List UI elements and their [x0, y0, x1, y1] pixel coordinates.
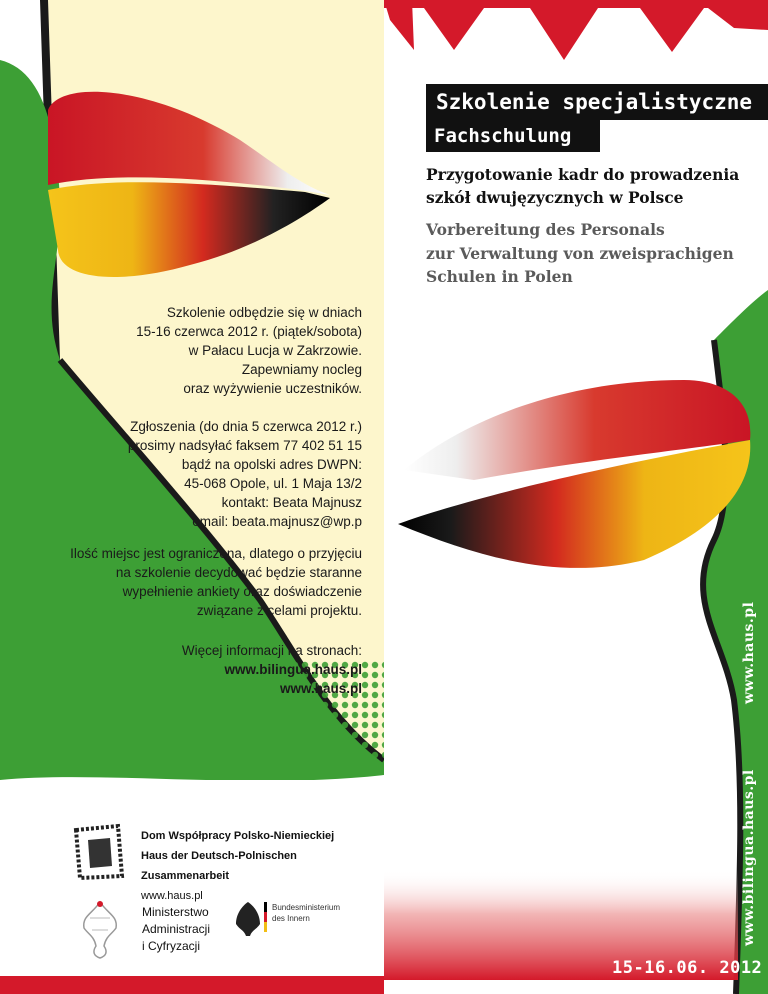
info-line: oraz wyżywienie uczestników.	[183, 381, 362, 396]
subtitle-line: Vorbereitung des Personals	[426, 220, 665, 239]
link-bilingua[interactable]: www.bilingua.haus.pl	[224, 662, 362, 677]
ministry-line: i Cyfryzacji	[142, 939, 201, 953]
haus-logo-text	[141, 826, 384, 906]
heading-de: Fachschulung	[434, 125, 572, 147]
info-line: na szkolenie decydować będzie staranne	[115, 565, 362, 580]
right-panel	[384, 0, 768, 994]
subtitle-line: zur Verwaltung von zweisprachigen	[426, 243, 734, 263]
info-line: wypełnienie ankiety oraz doświadczenie	[122, 584, 362, 599]
bmi-logo-text	[272, 902, 340, 924]
ministry-line: Ministerstwo	[142, 905, 209, 919]
info-block-registration	[42, 417, 362, 531]
info-line: związane z celami projektu.	[196, 603, 362, 618]
email-text: email: beata.majnusz@wp.p	[192, 514, 362, 529]
link-haus[interactable]: www.haus.pl	[279, 681, 362, 696]
info-block-links	[42, 641, 362, 698]
subtitle-de	[426, 218, 734, 289]
info-line: Zgłoszenia (do dnia 5 czerwca 2012 r.)	[130, 419, 362, 434]
title-bar-de	[426, 120, 600, 152]
subtitle-line: szkół dwujęzycznych w Polsce	[426, 188, 684, 207]
vertical-url-bilingua: www.bilingua.haus.pl	[741, 769, 757, 946]
subtitle-pl	[426, 163, 739, 209]
info-line: Ilość miejsc jest ograniczona, dlatego o przyjęciu	[70, 546, 362, 561]
haus-logo-image	[68, 820, 126, 880]
info-line: Szkolenie odbędzie się w dniach	[166, 305, 362, 320]
info-line: bądź na opolski adres DWPN:	[181, 457, 362, 472]
info-line: Zapewniamy nocleg	[241, 362, 362, 377]
more-info-label: Więcej informacji na stronach:	[181, 643, 362, 658]
title-bar-pl	[426, 84, 768, 120]
subtitle-line: Schulen in Polen	[426, 267, 573, 286]
info-line: kontakt: Beata Majnusz	[221, 495, 362, 510]
info-line: 15-16 czerwca 2012 r. (piątek/sobota)	[136, 324, 362, 339]
bmi-line: Bundesministerium	[272, 903, 341, 912]
subtitle-line: Przygotowanie kadr do prowadzenia	[426, 165, 740, 184]
info-block-limits	[12, 544, 362, 620]
haus-name-pl: Dom Współpracy Polsko-Niemieckiej	[141, 830, 335, 842]
event-date: 15-16.06. 2012	[612, 958, 763, 978]
ministry-line: Administracji	[142, 922, 211, 936]
bmi-line: des Innern	[272, 914, 310, 923]
heading-pl: Szkolenie specjalistyczne	[436, 90, 753, 114]
info-line: 45-068 Opole, ul. 1 Maja 13/2	[184, 476, 362, 491]
info-line: w Pałacu Lucja w Zakrzowie.	[188, 343, 362, 358]
haus-name-de: Haus der Deutsch-Polnischen Zusammenarbeit	[141, 850, 297, 882]
haus-url[interactable]: www.haus.pl	[141, 890, 203, 902]
ministry-logo-text	[142, 904, 210, 955]
vertical-url-haus: www.haus.pl	[741, 601, 757, 704]
info-line: prosimy nadsyłać faksem 77 402 51 15	[127, 438, 362, 453]
info-block-dates	[42, 303, 362, 398]
